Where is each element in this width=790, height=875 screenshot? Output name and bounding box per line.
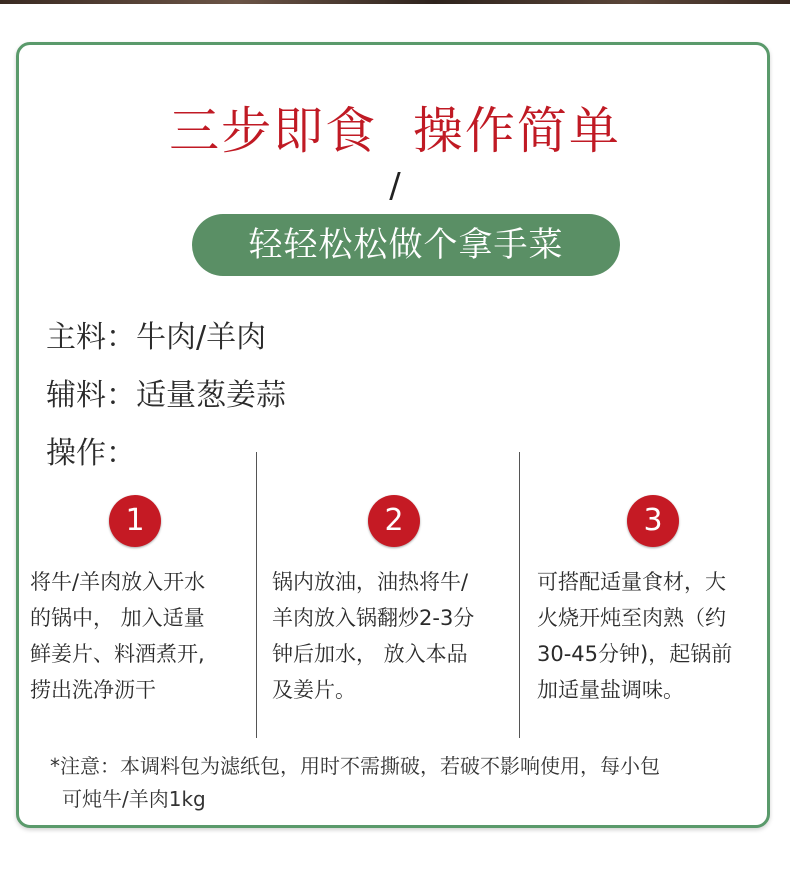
usage-note (50, 750, 750, 816)
step-line: 羊肉放入锅翻炒2-3分 (272, 606, 475, 630)
note-line: *注意：本调料包为滤纸包，用时不需撕破，若破不影响使用，每小包 (50, 754, 660, 778)
aux-ingredient: 辅料：适量葱姜蒜 (46, 378, 286, 413)
note-line: 可炖牛/羊肉1kg (62, 787, 206, 811)
step-1-text (30, 564, 250, 708)
step-line: 加适量盐调味。 (537, 678, 684, 702)
subtitle-banner: 轻轻松松做个拿手菜 (192, 214, 620, 276)
step-line: 及姜片。 (272, 678, 356, 702)
step-line: 锅内放油，油热将牛/ (272, 570, 469, 594)
step-line: 鲜姜片、料酒煮开, (30, 642, 205, 666)
step-line: 可搭配适量食材，大 (537, 570, 726, 594)
operation-label: 操作： (46, 436, 136, 471)
page-title: 三步即食 操作简单 (169, 102, 621, 160)
step-line: 钟后加水， 放入本品 (272, 642, 468, 666)
top-photo-strip (0, 0, 790, 4)
step-3-badge: 3 (627, 495, 679, 547)
main-ingredient: 主料：牛肉/羊肉 (46, 320, 267, 355)
step-line: 30-45分钟)，起锅前 (537, 642, 733, 666)
step-line: 火烧开炖至肉熟（约 (537, 606, 726, 630)
column-divider (256, 452, 257, 738)
step-1-badge: 1 (109, 495, 161, 547)
step-line: 捞出洗净沥干 (30, 678, 156, 702)
step-2-badge: 2 (368, 495, 420, 547)
column-divider (519, 452, 520, 738)
step-2-text (272, 564, 512, 708)
step-line: 将牛/羊肉放入开水 (30, 570, 206, 594)
step-line: 的锅中， 加入适量 (30, 606, 205, 630)
title-separator: / (389, 166, 401, 206)
step-3-text (537, 564, 762, 708)
